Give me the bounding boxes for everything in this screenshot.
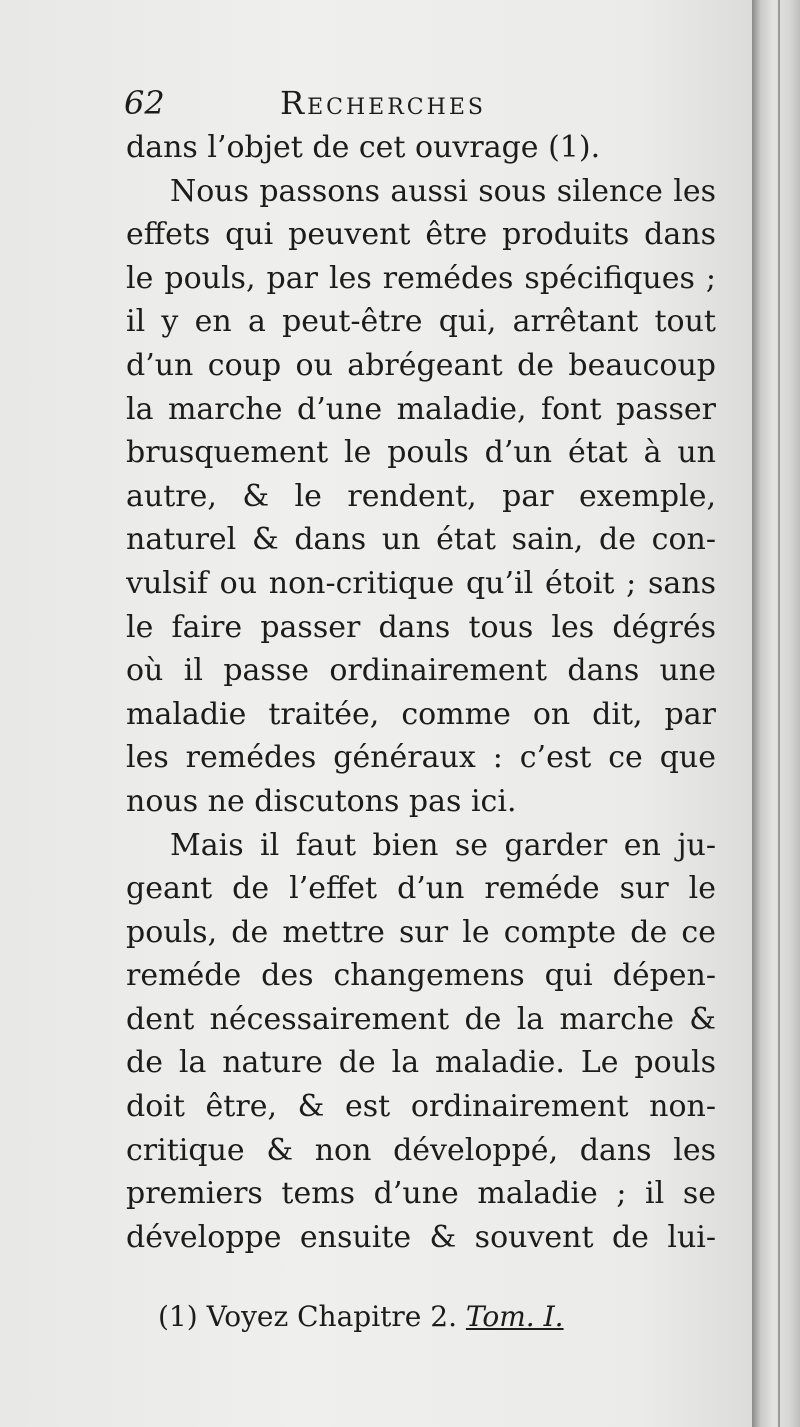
text-line: il y en a peut-être qui, arrêtant tout xyxy=(126,304,716,340)
text-line: vulsif ou non-critique qu’il étoit ; sans xyxy=(126,565,716,601)
text-line: premiers tems d’une maladie ; il se xyxy=(126,1176,716,1212)
text-line: développe ensuite & souvent de lui- xyxy=(126,1219,716,1255)
text-line: Nous passons aussi sous silence les xyxy=(170,173,716,209)
text-line: naturel & dans un état sain, de con- xyxy=(126,522,716,558)
gutter-edge xyxy=(778,0,780,1427)
footnote xyxy=(158,1300,564,1333)
text-line: dans l’objet de cet ouvrage (1). xyxy=(126,130,601,165)
page-header xyxy=(124,80,724,126)
footnote-marker: (1) xyxy=(158,1300,198,1333)
text-line: où il passe ordinairement dans une xyxy=(126,653,716,689)
text-line: les remédes généraux : c’est ce que xyxy=(126,740,716,776)
text-line: autre, & le rendent, par exemple, xyxy=(126,478,716,514)
footnote-text: Voyez Chapitre 2. xyxy=(206,1300,457,1333)
text-line: d’un coup ou abrégeant de beaucoup xyxy=(126,347,716,383)
text-line: dent nécessairement de la marche & xyxy=(126,1001,716,1037)
body-text xyxy=(126,126,716,1259)
text-line: Mais il faut bien se garder en ju- xyxy=(170,827,716,863)
text-line: doit être, & est ordinairement non- xyxy=(126,1089,716,1125)
text-line: pouls, de mettre sur le compte de ce xyxy=(126,914,716,950)
text-line: maladie traitée, comme on dit, par xyxy=(126,696,716,732)
footnote-reference: Tom. I. xyxy=(465,1300,564,1333)
text-line: geant de l’effet d’un reméde sur le xyxy=(126,871,716,907)
page-gutter xyxy=(752,0,800,1427)
running-title: Recherches xyxy=(280,84,486,122)
text-line: effets qui peuvent être produits dans xyxy=(126,217,716,253)
text-line: brusquement le pouls d’un état à un xyxy=(126,435,716,471)
text-line: la marche d’une maladie, font passer xyxy=(126,391,716,427)
text-line: le faire passer dans tous les dégrés xyxy=(126,609,716,645)
text-line: critique & non développé, dans les xyxy=(126,1132,716,1168)
text-line: le pouls, par les remédes spécifiques ; xyxy=(126,260,716,296)
page-number: 62 xyxy=(124,84,165,122)
text-line: nous ne discutons pas ici. xyxy=(126,783,517,819)
text-line: reméde des changemens qui dépen- xyxy=(126,958,716,994)
text-line: de la nature de la maladie. Le pouls xyxy=(126,1045,716,1081)
